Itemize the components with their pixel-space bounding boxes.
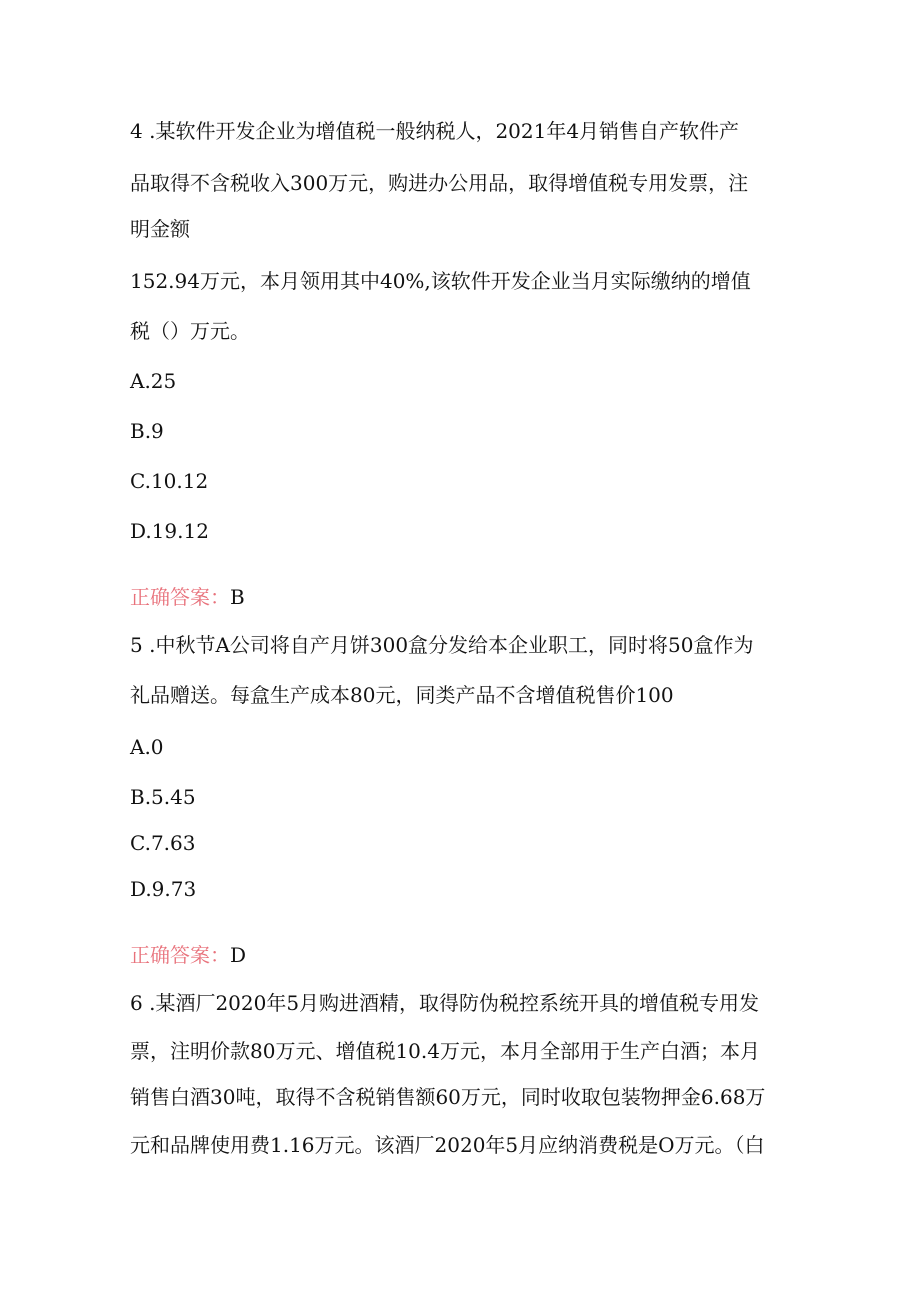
option-b: B.9 — [130, 419, 164, 443]
option-b: B.5.45 — [130, 785, 196, 809]
question-text-line: 销售白酒30吨，取得不含税销售额60万元，同时收取包装物押金6.68万 — [130, 1085, 766, 1109]
option-c: C.10.12 — [130, 469, 209, 493]
correct-answer-value: D — [230, 943, 247, 967]
question-text-line: 票，注明价款80万元、增值税10.4万元，本月全部用于生产白酒；本月 — [130, 1039, 760, 1063]
correct-answer-label: 正确答案： — [130, 585, 230, 609]
question-text-line: 礼品赠送。每盒生产成本80元，同类产品不含增值税售价100 — [130, 683, 674, 707]
question-text-line: 明金额 — [130, 217, 190, 241]
question-text-line: 6 .某酒厂2020年5月购进酒精，取得防伪税控系统开具的增值税专用发 — [130, 991, 760, 1015]
option-a: A.25 — [130, 369, 177, 393]
question-text-line: 元和品牌使用费1.16万元。该酒厂2020年5月应纳消费税是O万元。（白 — [130, 1133, 765, 1157]
option-d: D.9.73 — [130, 877, 197, 901]
question-text-line: 税（）万元。 — [130, 319, 250, 343]
correct-answer — [130, 584, 245, 610]
correct-answer — [130, 942, 246, 968]
question-text-line: 152.94万元，本月领用其中40%,该软件开发企业当月实际缴纳的增值 — [130, 269, 751, 293]
correct-answer-label: 正确答案： — [130, 943, 230, 967]
question-text-line: 品取得不含税收入300万元，购进办公用品，取得增值税专用发票，注 — [130, 171, 749, 195]
correct-answer-value: B — [230, 585, 245, 609]
option-c: C.7.63 — [130, 831, 196, 855]
question-text-line: 5 .中秋节A公司将自产月饼300盒分发给本企业职工，同时将50盒作为 — [130, 633, 754, 657]
option-a: A.0 — [130, 735, 164, 759]
question-text-line: 4 .某软件开发企业为增值税一般纳税人，2021年4月销售自产软件产 — [130, 119, 740, 143]
option-d: D.19.12 — [130, 519, 209, 543]
